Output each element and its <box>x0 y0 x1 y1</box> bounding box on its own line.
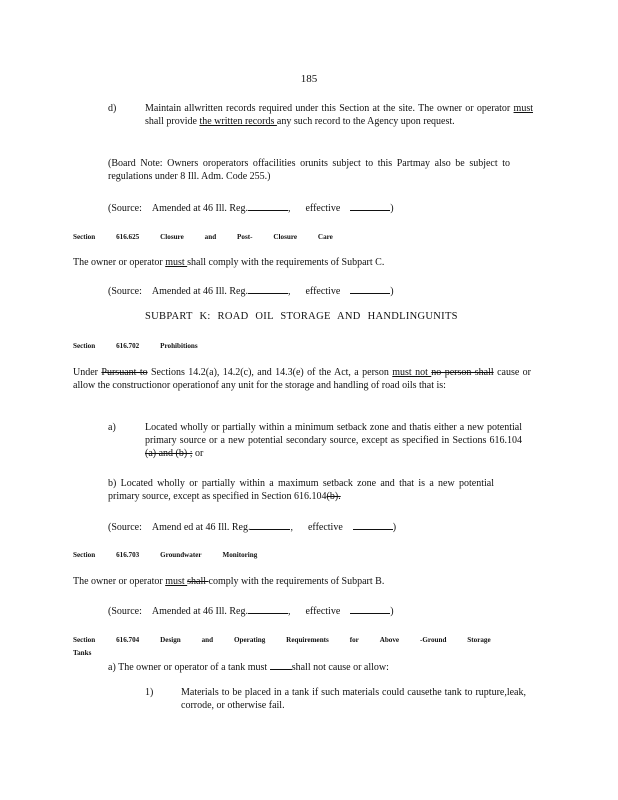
paragraph-616-702: Under Pursuant to Sections 14.2(a), 14.2(c), and 14.3(e) of the Act, a person must not no person shall cause or allow the constructionor operationof any unit for the storage and handling of road oils that is: <box>73 367 532 391</box>
item-b-text: b) Located wholly or partially within a maximum setback zone and that is a new potential primary source, except as specified in Section 616.104(b). <box>108 478 494 502</box>
board-note: (Board Note: Owners oroperators offacilities orunits subject to this Partmay also be subject to regulations under 8 Ill. Adm. Code 255.) <box>108 158 510 182</box>
paragraph-616-625: The owner or operator must shall comply with the requirements of Subpart C. <box>73 257 385 268</box>
blank-effective <box>350 200 390 211</box>
section-heading-616-625: Section 616.625 Closure and Post- Closure Care <box>73 232 333 241</box>
section-heading-616-703: Section 616.703 Groundwater Monitoring <box>73 550 258 559</box>
blank-register <box>248 200 288 211</box>
page-number: 185 <box>300 73 318 85</box>
item-704-a: a) The owner or operator of a tank must shall not cause or allow: <box>108 659 488 674</box>
inserted-written-records: the written records <box>199 116 277 127</box>
item-d-text: Maintain allwritten records required under this Section at the site. The owner or operator must shall provide the written records any such record to the Agency upon request. <box>145 103 533 127</box>
item-a-label: a) <box>108 422 116 433</box>
item-a-text: Located wholly or partially within a minimum setback zone and thatis either a new potential primary source or a new potential secondary source, except as specified in Sections 616.104 (a) and (b) ; or <box>145 422 522 459</box>
source-note-1: (Source: Amended at 46 Ill. Reg. , effective ) <box>108 200 428 215</box>
source-note-2: (Source: Amended at 46 Ill. Reg. , effective ) <box>108 283 428 298</box>
struck-no-person-shall: no person shall <box>431 367 494 378</box>
subpart-k-title: SUBPART K: ROAD OIL STORAGE AND HANDLINGUNITS <box>145 311 458 322</box>
source-note-3: (Source: Amend ed at 46 Ill. Reg. , effective ) <box>108 519 428 534</box>
paragraph-616-703: The owner or operator must shall comply with the requirements of Subpart B. <box>73 576 385 587</box>
item-704-a1-text: Materials to be placed in a tank if such materials could causethe tank to rupture,leak, corrode, or otherwise fail. <box>181 687 526 711</box>
section-heading-616-702: Section 616.702 Prohibitions <box>73 341 198 350</box>
source-note-4: (Source: Amended at 46 Ill. Reg. , effective ) <box>108 603 428 618</box>
item-704-a1-label: 1) <box>145 687 154 698</box>
section-heading-616-704: Section 616.704 Design and Operating Requirements for Above -Ground StorageTanks <box>73 635 491 657</box>
item-d-label: d) <box>108 103 117 114</box>
inserted-must: must <box>513 103 533 114</box>
struck-pursuant-to: Pursuant to <box>101 367 148 378</box>
